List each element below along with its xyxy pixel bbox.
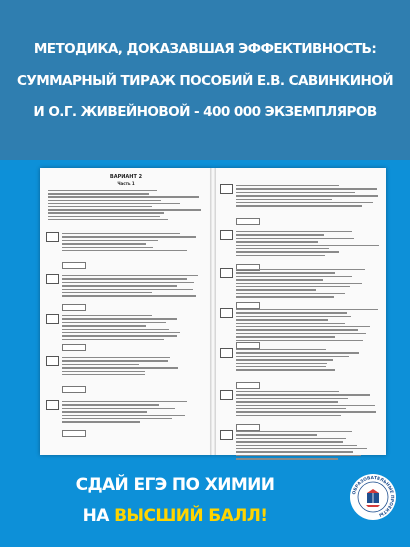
text-line-decoration xyxy=(236,438,346,439)
question-number-box xyxy=(46,274,59,284)
text-line-decoration xyxy=(236,329,358,330)
text-line-decoration xyxy=(236,238,354,239)
text-line-decoration xyxy=(236,415,341,416)
text-line-decoration xyxy=(62,322,166,323)
text-line-decoration xyxy=(236,192,355,193)
headline-line-1: МЕТОДИКА, ДОКАЗАВШАЯ ЭФФЕКТИВНОСТЬ: xyxy=(33,41,377,57)
text-line-decoration xyxy=(48,216,160,217)
text-line-decoration xyxy=(236,279,323,280)
text-line-decoration xyxy=(236,405,375,406)
text-line-decoration xyxy=(48,196,199,197)
text-line-decoration xyxy=(62,325,146,326)
text-line-decoration xyxy=(236,398,348,399)
text-line-decoration xyxy=(236,349,326,350)
text-line-decoration xyxy=(236,289,316,290)
text-line-decoration xyxy=(48,206,152,207)
headline-line-3: И О.Г. ЖИВЕЙНОВОЙ - 400 000 ЭКЗЕМПЛЯРОВ xyxy=(33,104,377,120)
text-line-decoration xyxy=(62,339,164,340)
text-line-decoration xyxy=(236,366,326,367)
text-line-decoration xyxy=(62,411,147,412)
publisher-logo-icon xyxy=(349,473,397,521)
answer-box xyxy=(62,344,86,351)
text-line-decoration xyxy=(236,356,349,357)
text-line-decoration xyxy=(62,250,187,251)
question-number-box xyxy=(46,400,59,410)
text-line-decoration xyxy=(236,188,377,189)
text-line-decoration xyxy=(62,367,178,368)
answer-box xyxy=(236,382,260,389)
answer-box xyxy=(236,424,260,431)
text-line-decoration xyxy=(236,340,363,341)
text-line-decoration xyxy=(236,234,324,235)
text-line-decoration xyxy=(62,364,139,365)
logo-ring-text: ОБРАЗОВАТЕЛЬНЫЕ ПРОЕКТЫ xyxy=(352,475,395,517)
text-line-decoration xyxy=(236,205,362,206)
answer-box xyxy=(62,386,86,393)
text-line-decoration xyxy=(62,357,170,358)
text-line-decoration xyxy=(62,295,196,296)
question-number-box xyxy=(220,268,233,278)
text-line-decoration xyxy=(62,275,198,276)
text-line-decoration xyxy=(236,255,325,256)
text-line-decoration xyxy=(236,369,335,370)
text-line-decoration xyxy=(48,203,180,204)
answer-box xyxy=(62,262,86,269)
text-line-decoration xyxy=(236,333,366,334)
text-line-decoration xyxy=(62,408,175,409)
text-line-decoration xyxy=(236,455,361,456)
text-line-decoration xyxy=(236,451,353,452)
text-line-decoration xyxy=(236,434,317,435)
text-line-decoration xyxy=(236,359,333,360)
text-line-decoration xyxy=(236,363,327,364)
text-line-decoration xyxy=(236,293,345,294)
text-line-decoration xyxy=(62,318,177,319)
text-line-decoration xyxy=(62,329,169,330)
text-line-decoration xyxy=(236,286,350,287)
headline-line-2: СУММАРНЫЙ ТИРАЖ ПОСОБИЙ Е.В. САВИНКИНОЙ xyxy=(16,72,394,89)
text-line-decoration xyxy=(236,185,339,186)
text-line-decoration xyxy=(62,360,168,361)
answer-box xyxy=(62,430,86,437)
text-line-decoration xyxy=(48,219,168,220)
answer-box xyxy=(236,218,260,225)
answer-box xyxy=(62,304,86,311)
text-line-decoration xyxy=(62,236,196,237)
call-to-action xyxy=(50,470,300,532)
text-line-decoration xyxy=(62,289,193,290)
text-line-decoration xyxy=(236,309,378,310)
text-line-decoration xyxy=(236,448,367,449)
text-line-decoration xyxy=(236,336,335,337)
text-line-decoration xyxy=(62,415,185,416)
text-line-decoration xyxy=(236,441,343,442)
text-line-decoration xyxy=(236,269,365,270)
cta-line-1: СДАЙ ЕГЭ ПО ХИМИИ xyxy=(75,475,275,495)
text-line-decoration xyxy=(48,193,149,194)
text-line-decoration xyxy=(236,199,332,200)
text-line-decoration xyxy=(62,401,187,402)
text-line-decoration xyxy=(62,243,146,244)
text-line-decoration xyxy=(62,335,177,336)
answer-box xyxy=(236,302,260,309)
text-line-decoration xyxy=(62,285,177,286)
variant-title: ВАРИАНТ 2 xyxy=(109,174,143,180)
publisher-logo xyxy=(349,473,397,521)
text-line-decoration xyxy=(236,445,357,446)
cta-line-2 xyxy=(50,501,300,532)
text-line-decoration xyxy=(62,282,194,283)
cta-prefix: НА xyxy=(82,506,115,526)
book-right-page xyxy=(214,168,386,455)
question-number-box xyxy=(220,184,233,194)
text-line-decoration xyxy=(62,247,153,248)
text-line-decoration xyxy=(62,332,180,333)
question-number-box xyxy=(46,356,59,366)
text-line-decoration xyxy=(236,352,359,353)
text-line-decoration xyxy=(236,411,376,412)
text-line-decoration xyxy=(62,240,158,241)
text-line-decoration xyxy=(236,394,370,395)
text-line-decoration xyxy=(236,276,352,277)
text-line-decoration xyxy=(236,251,339,252)
text-line-decoration xyxy=(236,391,339,392)
text-line-decoration xyxy=(236,431,352,432)
text-line-decoration xyxy=(236,202,373,203)
question-number-box xyxy=(46,314,59,324)
text-line-decoration xyxy=(236,326,370,327)
question-number-box xyxy=(46,232,59,242)
text-line-decoration xyxy=(62,278,187,279)
text-line-decoration xyxy=(236,458,338,459)
book-left-page xyxy=(40,168,213,455)
text-line-decoration xyxy=(62,418,172,419)
text-line-decoration xyxy=(236,316,351,317)
text-line-decoration xyxy=(48,209,201,210)
text-line-decoration xyxy=(236,241,318,242)
text-line-decoration xyxy=(236,408,346,409)
text-line-decoration xyxy=(62,315,152,316)
text-line-decoration xyxy=(236,283,362,284)
headline xyxy=(14,34,396,129)
question-number-box xyxy=(220,308,233,318)
text-line-decoration xyxy=(62,371,145,372)
text-line-decoration xyxy=(236,296,334,297)
text-line-decoration xyxy=(236,231,352,232)
text-line-decoration xyxy=(48,212,164,213)
text-line-decoration xyxy=(236,319,328,320)
text-line-decoration xyxy=(62,421,140,422)
text-line-decoration xyxy=(62,404,159,405)
text-line-decoration xyxy=(236,245,379,246)
text-line-decoration xyxy=(236,248,329,249)
question-number-box xyxy=(220,390,233,400)
answer-box xyxy=(236,342,260,349)
variant-part: Часть 1 xyxy=(117,181,135,186)
text-line-decoration xyxy=(48,200,161,201)
text-line-decoration xyxy=(236,401,338,402)
text-line-decoration xyxy=(62,292,152,293)
question-number-box xyxy=(220,348,233,358)
text-line-decoration xyxy=(62,233,180,234)
cta-highlight: ВЫСШИЙ БАЛЛ! xyxy=(114,506,268,526)
text-line-decoration xyxy=(236,312,347,313)
open-book-image xyxy=(40,168,386,455)
text-line-decoration xyxy=(236,272,335,273)
text-line-decoration xyxy=(48,190,157,191)
question-number-box xyxy=(220,430,233,440)
question-number-box xyxy=(220,230,233,240)
book-spine xyxy=(210,168,216,455)
text-line-decoration xyxy=(236,323,345,324)
text-line-decoration xyxy=(236,195,378,196)
text-line-decoration xyxy=(62,374,145,375)
